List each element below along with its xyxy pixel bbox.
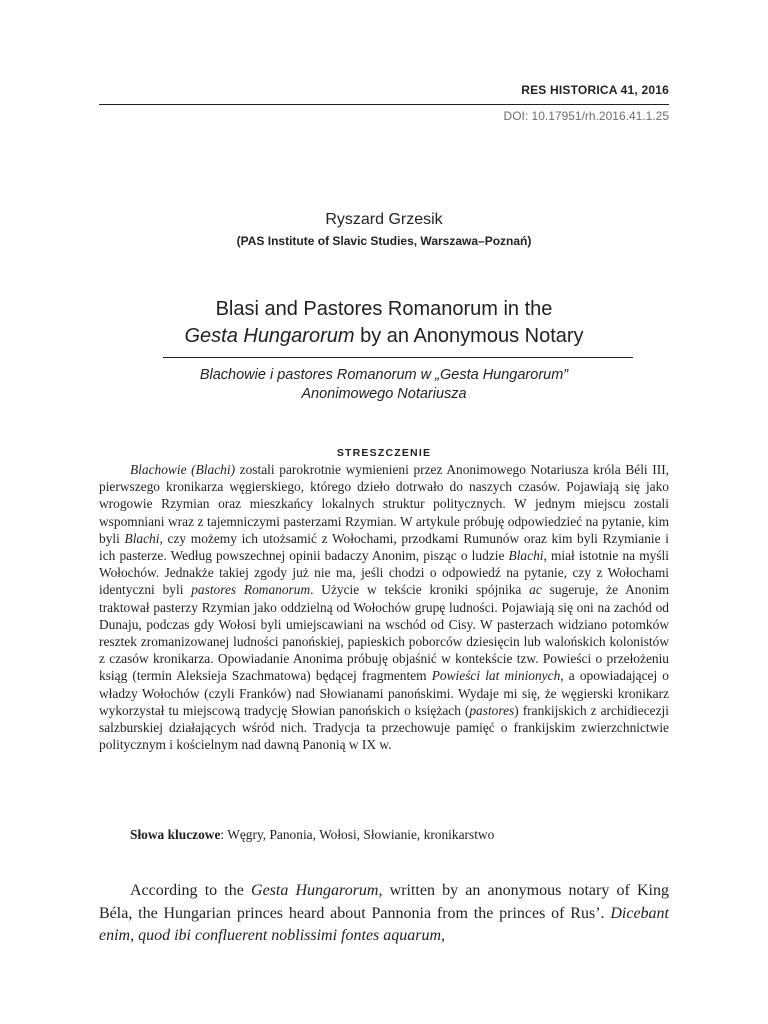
abstract-heading: STRESZCZENIE [336, 447, 432, 459]
body-italic: Gesta Hungarorum, [251, 882, 383, 899]
abstract-segment: , czy możemy ich utożsamić z Wołochami, przodkami Rumunów oraz kim byli Rzymianie i ich pasterze. Według powszechnej opinii badaczy Anonim, pisząc o ludzie [99, 530, 669, 564]
title-rule [163, 357, 633, 358]
abstract-term: Powieści lat minionych [431, 668, 561, 684]
abstract-segment: , miał istotnie na myśli Wołochów. Jednakże takiej zgody już nie ma, jeśli chodzi o odpowiedź na pytanie, czy z Wołochami identyczni byli [99, 548, 669, 598]
article-subtitle [99, 366, 669, 404]
title-italic-part: Gesta Hungarorum [184, 325, 355, 347]
body-segment: According to the [130, 882, 252, 899]
keywords-list: : Węgry, Panonia, Wołosi, Słowianie, kronikarstwo [220, 827, 495, 842]
abstract-term: ac [529, 582, 542, 598]
doi-link[interactable]: DOI: 10.17951/rh.2016.41.1.25 [503, 109, 669, 123]
abstract-term: Blachowie (Blachi) [130, 462, 236, 477]
abstract-term: pastores Romanorum [191, 582, 311, 598]
subtitle-line-1: Blachowie i pastores Romanorum w „Gesta Hungarorum” [199, 367, 569, 383]
abstract-segment: sugeruje, że Anonim traktował pasterzy Rzymian jako oddzielną od Wołochów grupę ludności. Pojawiają się oni na zachód od Dunaju, podczas gdy Wołosi byli umiejscawiani na wschód od Cisy. W pasterzach widziano potomków resztek zromanizowanej ludności panońskiej, papieskich poborców dziesięcin lub walońskich kolonistów z czasów kronikarza. Opowiadanie Anonima próbuję objaśnić w kontekście tzw. Powieści o przełożeniu ksiąg (termin Aleksieja Szachmatowa) będącej fragmentem [99, 582, 669, 684]
title-rest-part: by an Anonymous Notary [354, 325, 584, 347]
keywords [130, 826, 669, 843]
abstract-segment: . Użycie w tekście kroniki spójnika [310, 582, 530, 598]
keywords-label: Słowa kluczowe [130, 827, 221, 842]
body-italic: Dicebant enim, quod ibi confluerent noblissimi fontes aquarum, [99, 904, 669, 945]
title-line-2 [99, 323, 669, 350]
abstract-text [99, 461, 669, 753]
journal-name: RES HISTORICA 41, 2016 [521, 83, 669, 97]
body-paragraph [99, 880, 669, 948]
abstract-segment: , a opowiadającej o władzy Wołochów (czyli Franków) nad Słowianami panońskimi. Wydaje mi się, że węgierski kronikarz wykorzystał tu miejscową tradycję Słowian panońskich o księżach ( [99, 668, 670, 718]
abstract-term: Blachi [124, 530, 160, 546]
abstract-segment: zostali parokrotnie wymienieni przez Anonimowego Notariusza króla Béli III, pierwszego kronikarza węgierskiego, którego dzieło dotrwało do naszych czasów. Pojawiają się jako wrogowie Rzymian oraz mieszkańcy lokalnych struktur politycznych. W jednym miejscu zostali wspomniani wraz z tajemniczymi pasterzami Rzymian. W artykule próbuję odpowiedzieć na pytanie, kim byli [99, 462, 669, 546]
header-rule [99, 104, 669, 105]
author-name: Ryszard Grzesik [325, 211, 443, 228]
abstract-term: pastores [469, 702, 515, 718]
abstract-term: Blachi [508, 548, 544, 564]
article-title [99, 296, 669, 350]
abstract-segment: ) frankijskich z archidiecezji salzburskiej działających wśród nich. Tradycja ta przechowuje pamięć o frankijskim zwierzchnictwie politycznym i kościelnym nad dawną Panonią w IX w. [99, 702, 669, 753]
author-affiliation: (PAS Institute of Slavic Studies, Warszawa–Poznań) [236, 234, 532, 248]
body-segment: written by an anonymous notary of King Béla, the Hungarian princes heard about Pannonia from the princes of Rus’. [99, 882, 670, 922]
subtitle-line-2: Anonimowego Notariusza [301, 386, 467, 402]
title-line-1: Blasi and Pastores Romanorum in the [215, 298, 553, 320]
